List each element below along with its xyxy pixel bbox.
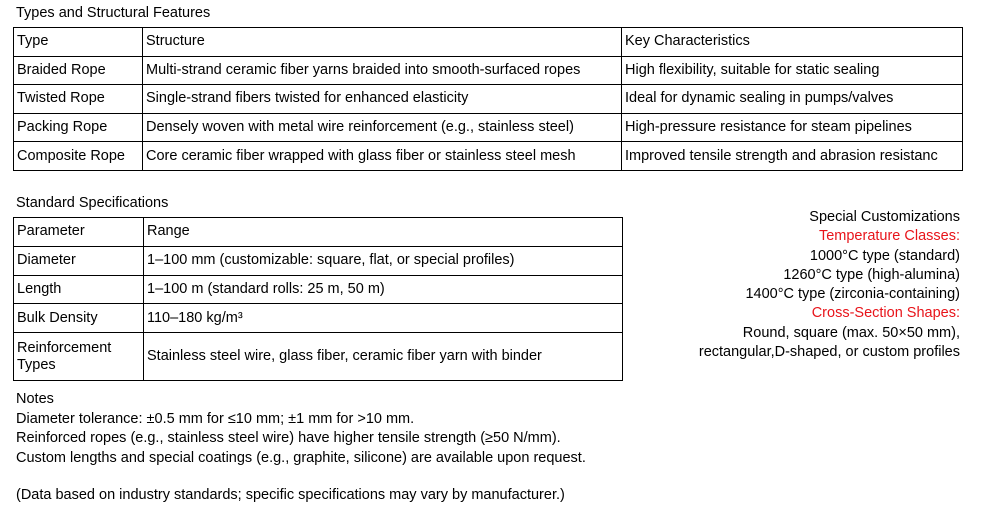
table-row [14, 56, 963, 85]
table-row [14, 85, 963, 114]
cell-structure: Densely woven with metal wire reinforcement (e.g., stainless steel) [143, 113, 622, 142]
note-line: Diameter tolerance: ±0.5 mm for ≤10 mm; ±1 mm for >10 mm. [16, 410, 415, 427]
cell-type: Twisted Rope [14, 85, 143, 114]
cell-range: 110–180 kg/m³ [144, 304, 623, 333]
cell-type: Packing Rope [14, 113, 143, 142]
temperature-class-item: 1260°C type (high-alumina) [783, 266, 960, 283]
cell-range: 1–100 mm (customizable: square, flat, or special profiles) [144, 246, 623, 275]
cell-range: Stainless steel wire, glass fiber, ceramic fiber yarn with binder [144, 333, 623, 381]
table-row [14, 275, 623, 304]
specs-section-title: Standard Specifications [16, 195, 169, 211]
cell-structure: Single-strand fibers twisted for enhanced elasticity [143, 85, 622, 114]
cell-characteristics: Ideal for dynamic sealing in pumps/valves [622, 85, 963, 114]
types-section-title: Types and Structural Features [16, 5, 211, 21]
footer-disclaimer: (Data based on industry standards; specific specifications may vary by manufacturer.) [16, 487, 565, 503]
table-row [14, 246, 623, 275]
header-parameter: Parameter [14, 218, 144, 247]
cell-parameter: Bulk Density [14, 304, 144, 333]
cell-structure: Core ceramic fiber wrapped with glass fiber or stainless steel mesh [143, 142, 622, 171]
special-customizations [699, 208, 960, 362]
table-row [14, 304, 623, 333]
header-type: Type [14, 28, 143, 57]
cell-characteristics: High flexibility, suitable for static sealing [622, 56, 963, 85]
table-header-row [14, 218, 623, 247]
cell-type: Braided Rope [14, 56, 143, 85]
note-line: Reinforced ropes (e.g., stainless steel wire) have higher tensile strength (≥50 N/mm). [16, 430, 561, 446]
temperature-class-item: 1400°C type (zirconia-containing) [745, 286, 960, 303]
cell-structure: Multi-strand ceramic fiber yarns braided into smooth-surfaced ropes [143, 56, 622, 85]
types-table [13, 27, 963, 171]
notes-title: Notes [16, 391, 54, 407]
notes-block [16, 390, 586, 468]
temperature-class-item: 1000°C type (standard) [809, 247, 960, 264]
cell-characteristics: High-pressure resistance for steam pipelines [622, 113, 963, 142]
cell-parameter: Diameter [14, 246, 144, 275]
cell-range: 1–100 m (standard rolls: 25 m, 50 m) [144, 275, 623, 304]
specs-table [13, 217, 623, 381]
header-structure: Structure [143, 28, 622, 57]
customizations-title: Special Customizations [809, 209, 960, 225]
note-line: Custom lengths and special coatings (e.g., graphite, silicone) are available upon request. [16, 449, 586, 466]
cell-characteristics: Improved tensile strength and abrasion resistanc [622, 142, 963, 171]
cross-section-shapes-line: rectangular,D-shaped, or custom profiles [698, 344, 960, 361]
table-row [14, 142, 963, 171]
cell-type: Composite Rope [14, 142, 143, 171]
cross-section-shapes-line: Round, square (max. 50×50 mm), [742, 324, 960, 341]
table-row [14, 113, 963, 142]
cell-parameter: Length [14, 275, 144, 304]
cross-section-shapes-heading: Cross-Section Shapes: [811, 305, 960, 322]
temperature-classes-heading: Temperature Classes: [818, 228, 960, 245]
header-key-characteristics: Key Characteristics [622, 28, 963, 57]
cell-parameter: Reinforcement Types [14, 333, 144, 381]
table-header-row [14, 28, 963, 57]
header-range: Range [144, 218, 623, 247]
table-row [14, 333, 623, 381]
